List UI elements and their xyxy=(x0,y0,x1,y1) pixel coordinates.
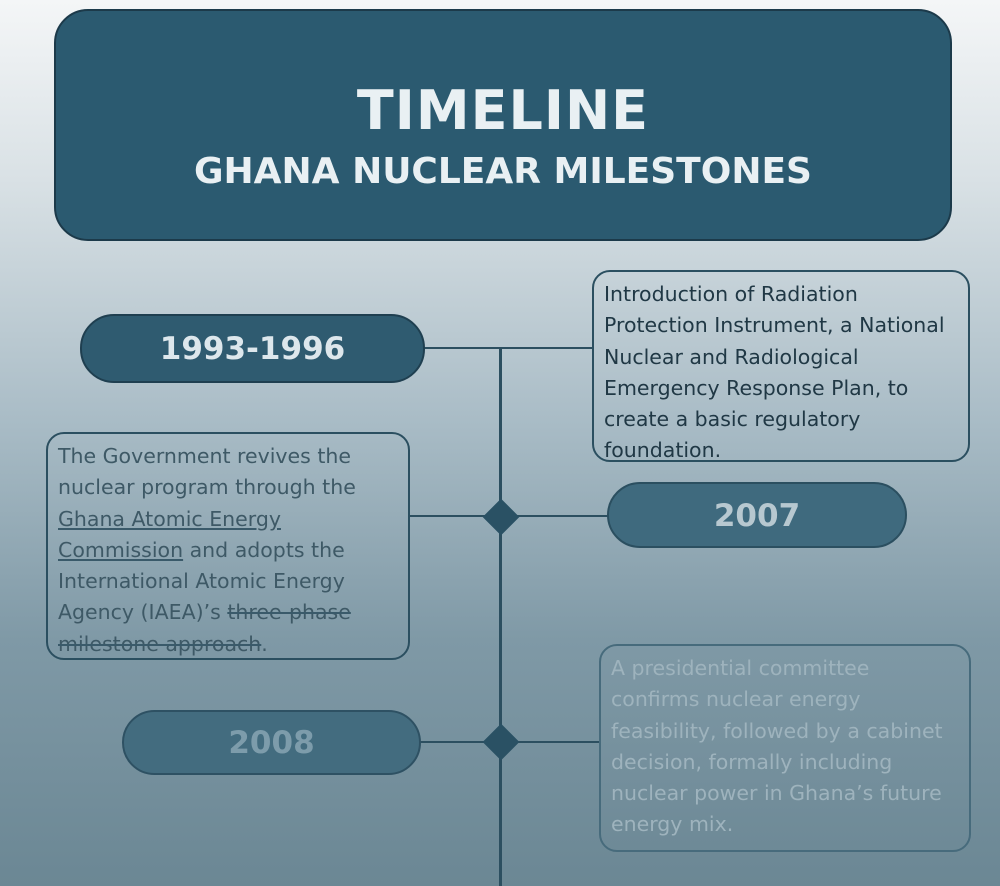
year-pill-2008 xyxy=(122,710,421,775)
description-text: The Government revives the nuclear program through the xyxy=(58,444,356,500)
description-presidential-committee xyxy=(599,644,971,852)
description-text: . xyxy=(261,631,268,656)
timeline-marker xyxy=(483,724,520,761)
page-subtitle: GHANA NUCLEAR MILESTONES xyxy=(194,151,812,192)
timeline-marker xyxy=(483,499,520,536)
title-banner xyxy=(54,9,952,241)
description-text: A presidential committee confirms nuclear energy feasibility, followed by a cabinet decision, formally including nuclear power in Ghana’s future energy mix. xyxy=(611,656,943,837)
year-pill-2007 xyxy=(607,482,907,548)
year-label: 1993-1996 xyxy=(159,331,346,367)
description-government-revival xyxy=(46,432,410,660)
description-text: and adopts the International Atomic Energy Agency (IAEA)’s xyxy=(58,537,345,625)
page-title: TIMELINE xyxy=(356,79,650,142)
year-pill-1993-1996 xyxy=(80,314,425,383)
approach-text: three-phase milestone approach xyxy=(58,600,351,656)
connector-1993 xyxy=(424,347,592,349)
year-label: 2008 xyxy=(228,725,315,761)
year-label: 2007 xyxy=(713,498,801,534)
timeline-spine xyxy=(499,349,502,886)
description-text: Introduction of Radiation Protection Instrument, a National Nuclear and Radiological Emergency Response Plan, to create a basic regulatory foundation. xyxy=(604,282,945,463)
agency-link-text: Ghana Atomic Energy Commission xyxy=(58,506,281,562)
description-radiation-protection xyxy=(592,270,970,462)
